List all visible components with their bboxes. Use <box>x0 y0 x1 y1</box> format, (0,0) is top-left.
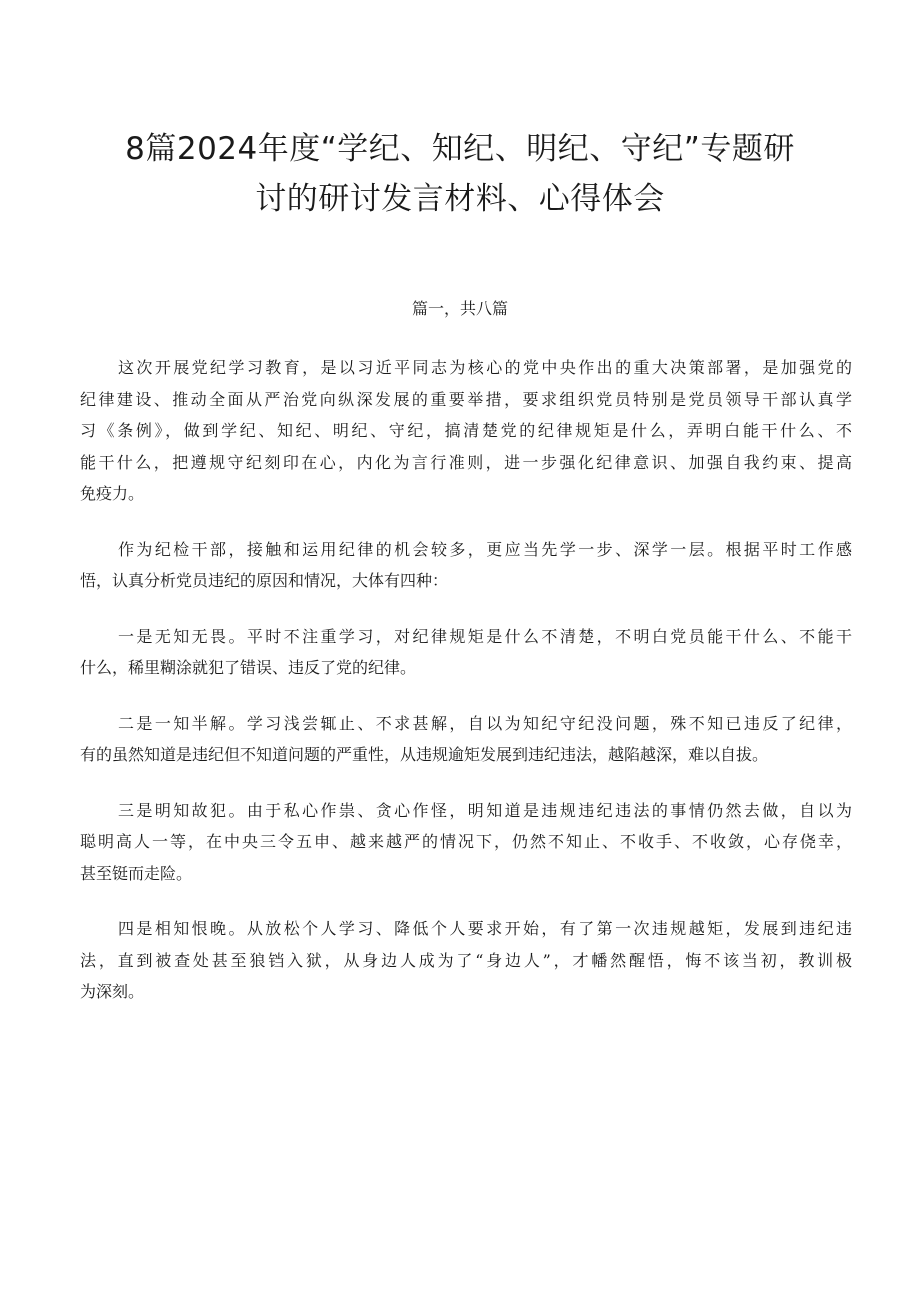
paragraph-line: 甚至铤而走险。 <box>80 863 193 883</box>
paragraph-line: 免疫力。 <box>80 484 145 503</box>
paragraph-line: 什么，稀里糊涂就犯了错误、违反了党的纪律。 <box>80 658 417 677</box>
title-line: 讨的研讨发言材料、心得体会 <box>255 181 665 217</box>
section-heading: 篇一，共八篇 <box>411 299 508 318</box>
paragraph <box>80 352 852 510</box>
paragraph-line: 这次开展党纪学习教育，是以习近平同志为核心的党中央作出的重大决策部署，是加强党的 <box>118 358 852 377</box>
paragraph-line: 法，直到被查处甚至狼铛入狱，从身边人成为了“身边人”，才幡然醒悟，悔不该当初，教训极 <box>80 950 852 970</box>
paragraph-line: 二是一知半解。学习浅尝辄止、不求甚解，自以为知纪守纪没问题，殊不知已违反了纪律， <box>118 713 852 733</box>
document-body <box>80 352 852 1032</box>
paragraph <box>80 913 852 1008</box>
document-title <box>60 124 860 224</box>
paragraph <box>80 621 852 684</box>
paragraph-line: 作为纪检干部，接触和运用纪律的机会较多，更应当先学一步、深学一层。根据平时工作感 <box>118 539 852 559</box>
paragraph-line: 三是明知故犯。由于私心作祟、贪心作怪，明知道是违规违纪违法的事情仍然去做，自以为 <box>118 800 852 820</box>
title-line: 8篇2024年度“学纪、知纪、明纪、守纪”专题研 <box>125 131 795 167</box>
paragraph-line: 为深刻。 <box>80 982 145 1001</box>
paragraph-line: 纪律建设、推动全面从严治党向纵深发展的重要举措，要求组织党员特别是党员领导干部认真学 <box>80 389 852 409</box>
paragraph-line: 四是相知恨晚。从放松个人学习、降低个人要求开始，有了第一次违规越矩，发展到违纪违 <box>118 919 852 938</box>
paragraph-line: 习《条例》，做到学纪、知纪、明纪、守纪，搞清楚党的纪律规矩是什么，弄明白能干什么、不 <box>80 421 852 440</box>
paragraph-line: 一是无知无畏。平时不注重学习，对纪律规矩是什么不清楚，不明白党员能干什么、不能干 <box>118 626 852 646</box>
paragraph-line: 聪明高人一等，在中央三令五申、越来越严的情况下，仍然不知止、不收手、不收敛，心存侥幸， <box>80 832 852 851</box>
paragraph-line: 有的虽然知道是违纪但不知道问题的严重性，从违规逾矩发展到违纪违法，越陷越深，难以自拔。 <box>80 745 769 764</box>
paragraph <box>80 708 852 771</box>
paragraph <box>80 795 852 890</box>
paragraph-line: 悟，认真分析党员违纪的原因和情况，大体有四种： <box>80 571 449 590</box>
paragraph-line: 能干什么，把遵规守纪刻印在心，内化为言行准则，进一步强化纪律意识、加强自我约束、提高 <box>80 452 852 472</box>
paragraph <box>80 534 852 597</box>
